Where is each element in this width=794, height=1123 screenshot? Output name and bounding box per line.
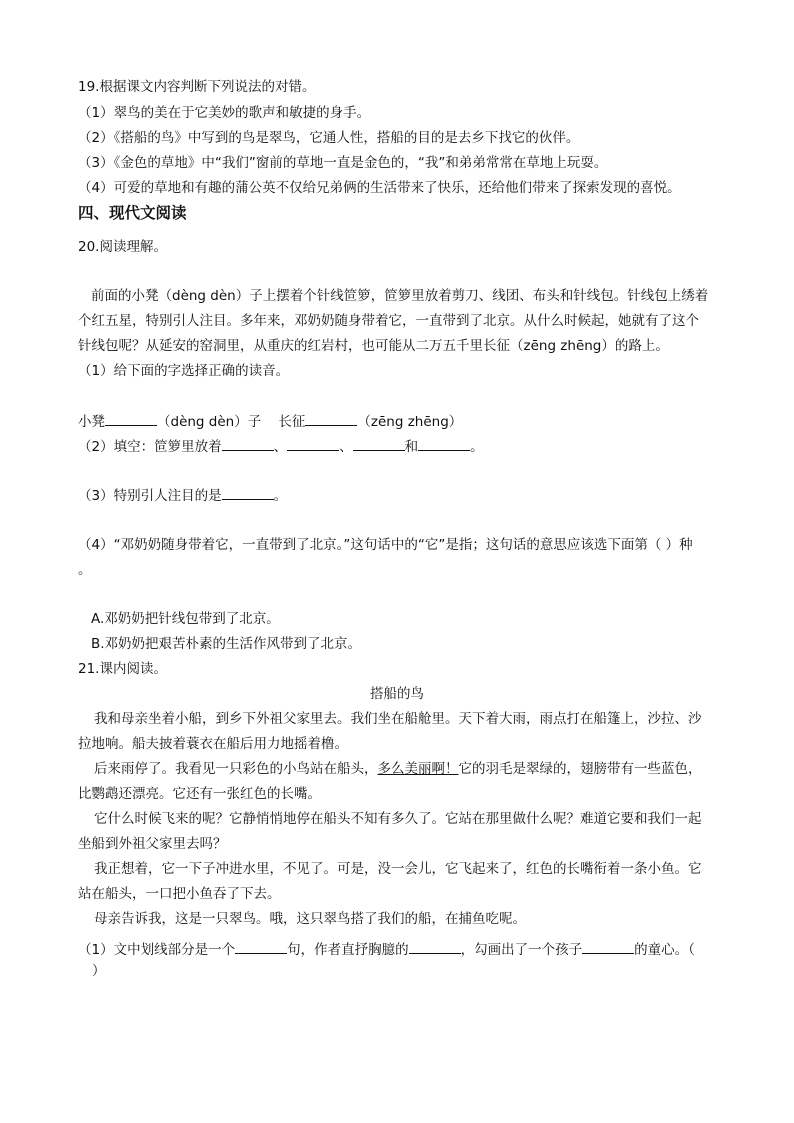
p2-text: 后来雨停了。我看见一只彩色的小鸟站在船头， xyxy=(94,761,378,777)
sub1-text: 句，作者直抒胸臆的 xyxy=(287,942,409,958)
answer-blank[interactable] xyxy=(305,412,357,426)
q21-title: 21.课内阅读。 xyxy=(78,661,167,677)
q20-sub1-answers xyxy=(78,412,462,431)
q20-sub3 xyxy=(78,486,287,505)
answer-blank[interactable] xyxy=(287,437,339,451)
sub3-prefix: （3）特别引人注目的是 xyxy=(78,488,222,504)
story-p5: 母亲告诉我，这是一只翠鸟。哦，这只翠鸟搭了我们的船，在捕鱼吃呢。 xyxy=(94,911,526,927)
p2-text: 它的羽毛是翠绿的，翅膀带有一些蓝色， xyxy=(458,761,702,777)
q20-passage-line-3: 针线包呢？从延安的窑洞里，从重庆的红岩村，也可能从二万五千里长征（zēng zhēng）的路上。 xyxy=(78,338,669,354)
q21-sub1-close: ） xyxy=(92,963,106,979)
story-title: 搭船的鸟 xyxy=(370,686,424,702)
answer-blank[interactable] xyxy=(222,437,274,451)
story-p2-line-1 xyxy=(94,760,702,778)
answer-blank[interactable] xyxy=(418,437,470,451)
q20-option-a: A.邓奶奶把针线包带到了北京。 xyxy=(91,611,280,627)
answer-blank[interactable] xyxy=(353,437,405,451)
q20-sub2 xyxy=(78,437,484,456)
story-p4-line-1: 我正想着，它一下子冲进水里，不见了。可是，没一会儿，它飞起来了，红色的长嘴衔着一条小鱼。它 xyxy=(94,861,702,877)
q19-item-1: （1）翠鸟的美在于它美妙的歌声和敏捷的身手。 xyxy=(78,105,371,121)
answer-blank[interactable] xyxy=(409,940,461,954)
section-heading: 四、现代文阅读 xyxy=(78,204,187,222)
story-p1-line-1: 我和母亲坐着小船，到乡下外祖父家里去。我们坐在船舱里。天下着大雨，雨点打在船篷上，沙拉、沙 xyxy=(94,711,702,727)
separator: 、 xyxy=(273,439,288,455)
q21-sub1 xyxy=(78,940,695,959)
q20-sub1: （1）给下面的字选择正确的读音。 xyxy=(78,363,290,379)
sub1-text: ，勾画出了一个孩子 xyxy=(460,942,583,958)
story-p3-line-1: 它什么时候飞来的呢？它静悄悄地停在船头不知有多久了。它站在那里做什么呢？难道它要和我们一起 xyxy=(94,811,702,827)
q20-passage-line-1: 前面的小凳（dèng dèn）子上摆着个针线笸箩，笸箩里放着剪刀、线团、布头和针线包。针线包上绣着 xyxy=(91,288,709,304)
pinyin-options: （dèng dèn）子 xyxy=(157,414,262,430)
story-p4-line-2: 站在船头，一口把小鱼吞了下去。 xyxy=(78,886,281,902)
q20-option-b: B.邓奶奶把艰苦朴素的生活作风带到了北京。 xyxy=(91,636,362,652)
separator: 、 xyxy=(339,439,353,455)
conjunction: 和 xyxy=(404,439,419,455)
answer-blank[interactable] xyxy=(235,940,287,954)
q20-passage-line-2: 个红五星，特别引人注目。多年来，邓奶奶随身带着它，一直带到了北京。从什么时候起，她就有了这个 xyxy=(78,313,699,329)
q19-item-2: （2）《搭船的鸟》中写到的鸟是翠鸟，它通人性，搭船的目的是去乡下找它的伙伴。 xyxy=(78,130,580,146)
period: 。 xyxy=(470,439,484,455)
story-p3-line-2: 坐船到外祖父家里去吗？ xyxy=(78,836,227,852)
word-long-march: 长征 xyxy=(278,414,306,430)
answer-blank[interactable] xyxy=(105,412,157,426)
q20-title: 20.阅读理解。 xyxy=(78,239,167,255)
sub1-text: （1）文中划线部分是一个 xyxy=(78,942,236,958)
period: 。 xyxy=(273,488,288,504)
word-stool: 小凳 xyxy=(78,414,105,430)
story-p2-line-2: 比鹦鹉还漂亮。它还有一张红色的长嘴。 xyxy=(78,786,321,802)
answer-blank[interactable] xyxy=(222,486,274,500)
sub1-text: 的童心。（ xyxy=(634,942,695,958)
q20-sub4-line-2: 。 xyxy=(78,562,92,578)
q19-title: 19.根据课文内容判断下列说法的对错。 xyxy=(78,79,316,95)
q20-sub4-line-1: （4）“邓奶奶随身带着它，一直带到了北京。”这句话中的“它”是指；这句话的意思应该选下面第（ ）种 xyxy=(78,537,693,553)
sub2-prefix: （2）填空：笸箩里放着 xyxy=(78,439,222,455)
answer-blank[interactable] xyxy=(582,940,634,954)
pinyin-options: （zēng zhēng） xyxy=(357,414,463,430)
underlined-sentence: 多么美丽啊！ xyxy=(377,761,459,777)
story-p1-line-2: 拉地响。船夫披着蓑衣在船后用力地摇着橹。 xyxy=(78,736,348,752)
q19-item-3: （3）《金色的草地》中“我们”窗前的草地一直是金色的，“我”和弟弟常常在草地上玩耍。 xyxy=(78,155,608,171)
q19-item-4: （4）可爱的草地和有趣的蒲公英不仅给兄弟俩的生活带来了快乐，还给他们带来了探索发现的喜悦。 xyxy=(78,180,681,196)
